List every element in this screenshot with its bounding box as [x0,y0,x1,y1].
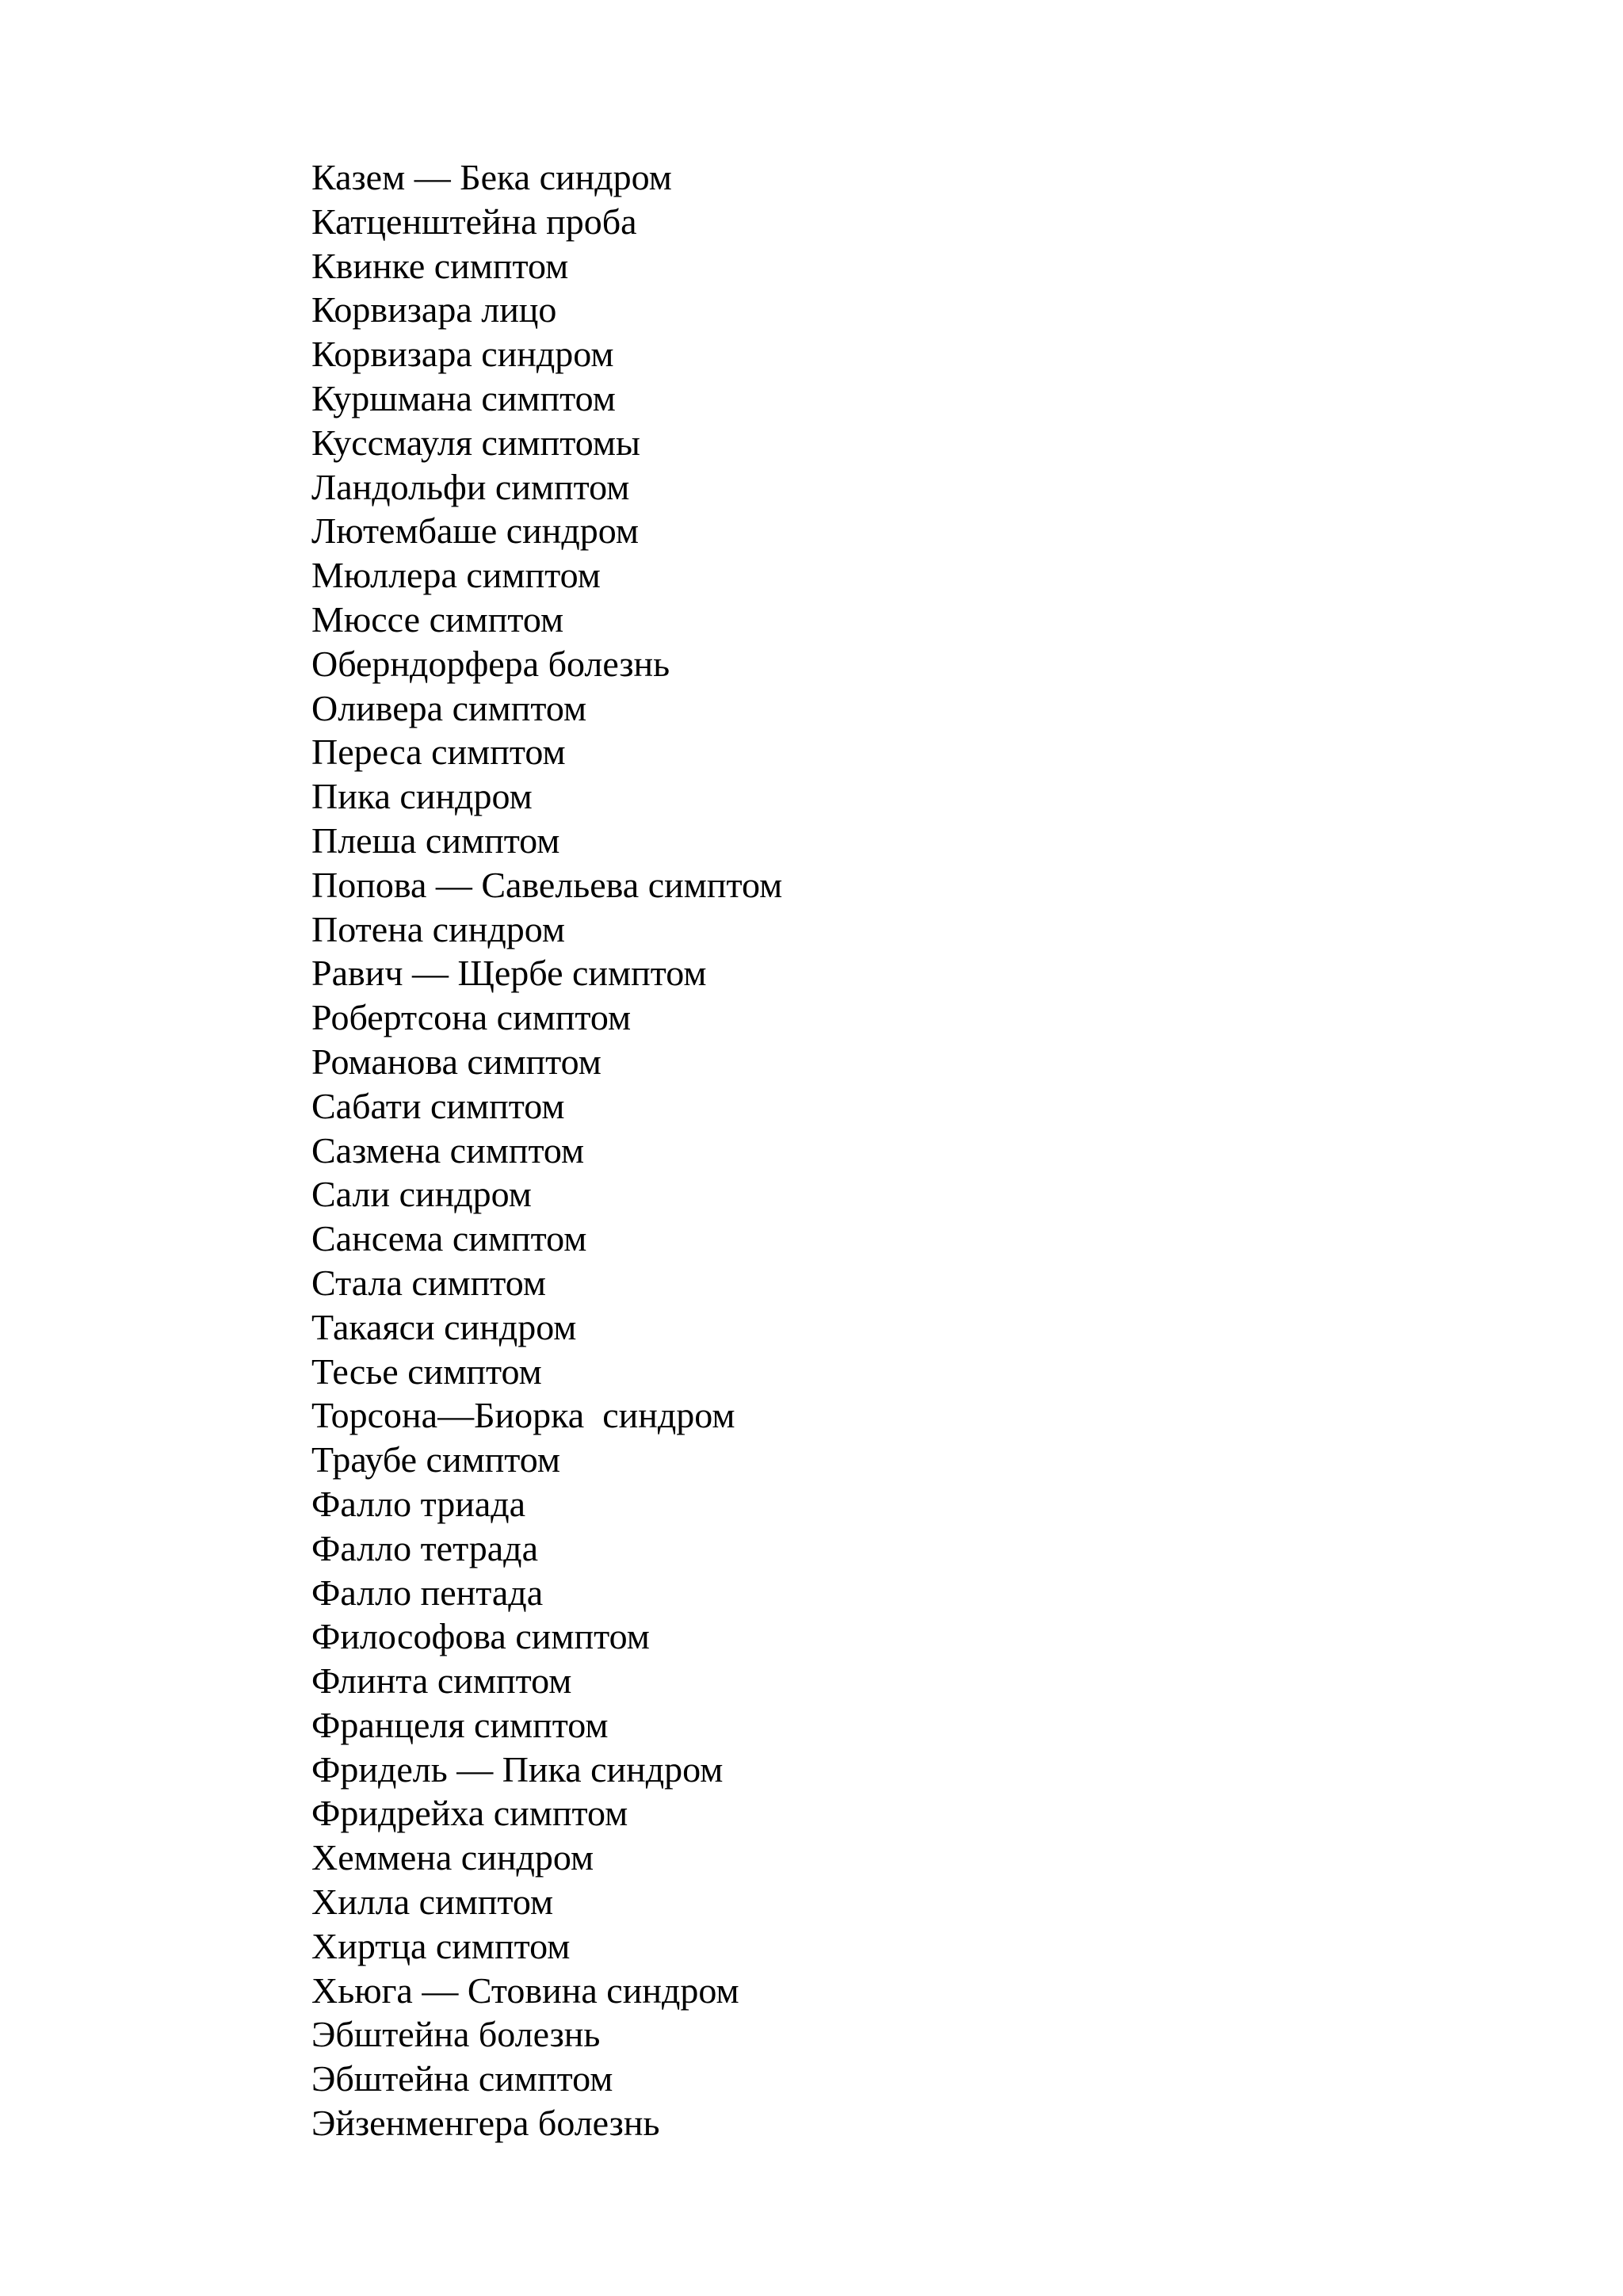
list-item: Робертсона симптом [311,997,632,1038]
list-item: Равич — Щербе симптом [311,953,707,994]
list-item: Фалло пентада [311,1572,544,1613]
eponym-list [311,155,782,2145]
list-item: Пика синдром [311,776,533,817]
list-item: Ландольфи симптом [311,466,630,507]
list-item: Куршмана симптом [311,377,616,418]
list-item: Попова — Савельева симптом [311,864,783,905]
list-item: Эбштейна болезнь [311,2014,601,2055]
list-item: Романова симптом [311,1041,601,1082]
list-item: Торсона—Биорка синдром [311,1395,735,1436]
list-item: Стала симптом [311,1262,546,1303]
list-item: Философова симптом [311,1616,650,1657]
list-item: Хилла симптом [311,1881,554,1923]
list-item: Фридрейха симптом [311,1793,628,1834]
list-item: Потена синдром [311,908,565,949]
list-item: Хьюга — Стовина синдром [311,1969,739,2011]
list-item: Оберндорфера болезнь [311,643,670,684]
list-item: Куссмауля симптомы [311,422,640,463]
list-item: Катценштейна проба [311,201,637,242]
list-item: Фридель — Пика синдром [311,1748,724,1790]
list-item: Сансема симптом [311,1218,587,1259]
list-item: Эйзенменгера болезнь [311,2103,660,2144]
list-item: Хиртца симптом [311,1925,571,1966]
list-item: Сазмена симптом [311,1129,585,1171]
list-item: Сабати симптом [311,1085,565,1126]
list-item: Квинке симптом [311,245,569,286]
list-item: Хеммена синдром [311,1837,594,1878]
list-item: Переса симптом [311,732,566,773]
list-item: Оливера симптом [311,687,587,728]
list-item: Такаяси синдром [311,1306,577,1347]
list-item: Францеля симптом [311,1704,609,1745]
list-item: Флинта симптом [311,1660,572,1702]
list-item: Сали синдром [311,1174,532,1215]
list-item: Корвизара синдром [311,334,614,375]
list-item: Фалло триада [311,1483,526,1524]
list-item: Тесье симптом [311,1350,542,1392]
list-item: Мюллера симптом [311,555,601,596]
list-item: Казем — Бека синдром [311,157,672,197]
list-item: Лютембаше синдром [311,510,640,552]
list-item: Фалло тетрада [311,1527,538,1568]
list-item: Траубе симптом [311,1439,561,1480]
list-item: Эбштейна симптом [311,2058,613,2099]
list-item: Мюссе симптом [311,598,564,640]
list-item: Плеша симптом [311,819,560,861]
list-item: Корвизара лицо [311,289,557,330]
